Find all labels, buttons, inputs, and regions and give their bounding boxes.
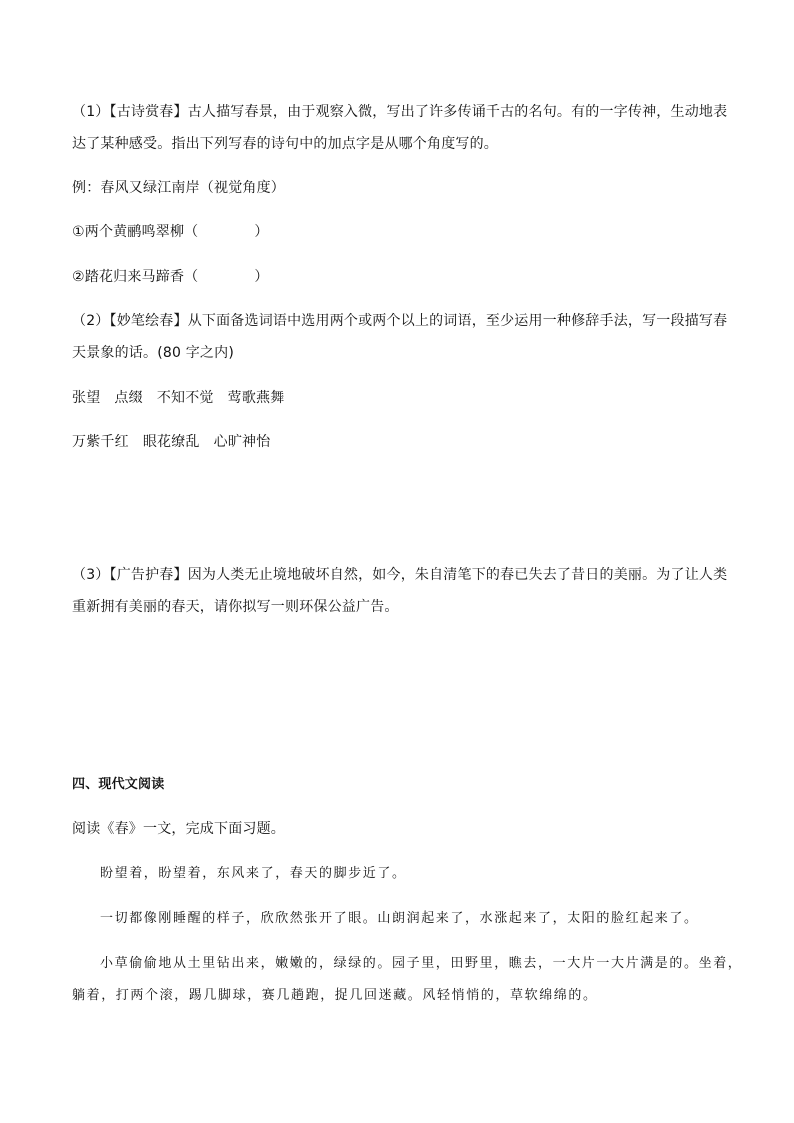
q1-line-2: 达了某种感受。指出下列写春的诗句中的加点字是从哪个角度写的。 [72, 136, 498, 152]
q1-line-1: （1）【古诗赏春】古人描写春景，由于观察入微，写出了许多传诵千古的名句。有的一字传神，生动地表 [72, 104, 728, 120]
q1-item-1-text: ①两个黄鹂鸣翠柳（ [72, 224, 199, 240]
q1-item-2-close: ） [254, 269, 269, 285]
q2-line-2: 天景象的话。(80 字之内) [72, 345, 234, 361]
passage-paragraph-3-line-1: 小草偷偷地从土里钻出来，嫩嫩的，绿绿的。园子里，田野里，瞧去，一大片一大片满是的。坐着， [100, 956, 743, 971]
section-heading: 四、现代文阅读 [72, 777, 165, 792]
q3-line-1: （3）【广告护春】因为人类无止境地破坏自然，如今，朱自清笔下的春已失去了昔日的美丽。为了让人类 [72, 567, 728, 583]
word-item: 张望 [72, 390, 101, 406]
q2-line-1: （2）【妙笔绘春】从下面备选词语中选用两个或两个以上的词语，至少运用一种修辞手法，写一段描写春 [72, 313, 728, 329]
q1-item-2 [72, 267, 732, 287]
word-item: 心旷神怡 [213, 434, 271, 450]
passage-paragraph-2: 一切都像刚睡醒的样子，欣欣然张开了眼。山朗润起来了，水涨起来了，太阳的脸红起来了。 [100, 911, 699, 926]
q1-item-1-close: ） [254, 224, 269, 240]
q1-item-2-text: ②踏花归来马蹄香（ [72, 269, 199, 285]
q3-line-2: 重新拥有美丽的春天，请你拟写一则环保公益广告。 [72, 599, 399, 615]
reading-instruction: 阅读《春》一文，完成下面习题。 [72, 821, 285, 837]
passage-paragraph-3-line-2: 躺着，打两个滚，踢几脚球，赛几趟跑，捉几回迷藏。风轻悄悄的，草软绵绵的。 [72, 988, 598, 1003]
word-item: 不知不觉 [156, 390, 214, 406]
word-item: 莺歌燕舞 [227, 390, 285, 406]
word-item: 点缀 [114, 390, 143, 406]
word-item: 万紫千红 [72, 434, 129, 450]
word-item: 眼花缭乱 [142, 434, 200, 450]
q1-example: 例：春风又绿江南岸（视觉角度） [72, 180, 285, 196]
passage-paragraph-1: 盼望着，盼望着，东风来了，春天的脚步近了。 [100, 866, 407, 881]
q2-word-row-1 [72, 388, 732, 408]
q1-item-1 [72, 222, 732, 242]
q2-word-row-2 [72, 432, 732, 452]
